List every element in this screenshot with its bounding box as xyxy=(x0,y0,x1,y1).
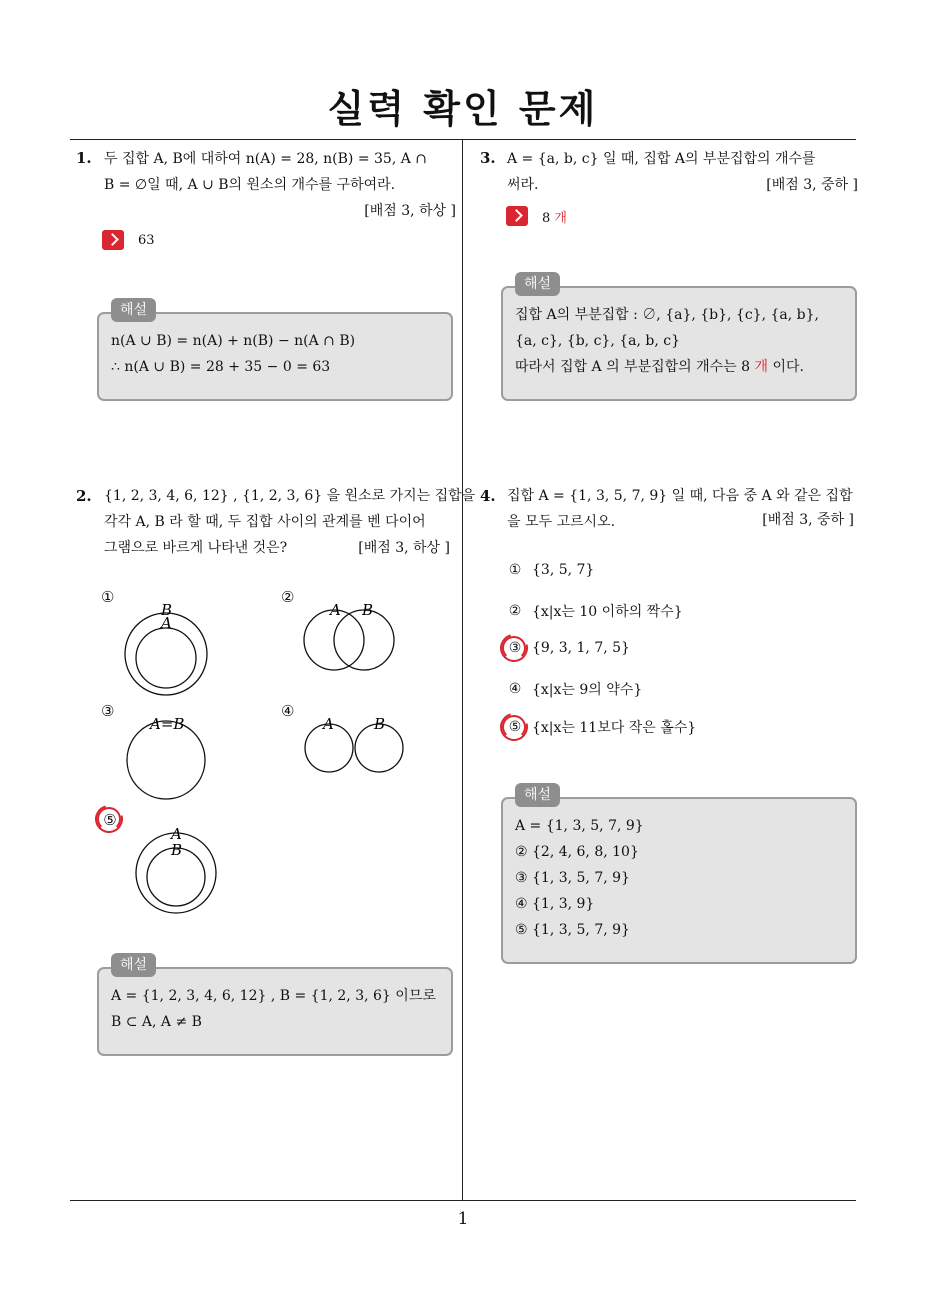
question-3-line-2: 써라. xyxy=(507,177,539,193)
question-2-line-2: 각각 A, B 라 할 때, 두 집합 사이의 관계를 벤 다이어 xyxy=(104,514,426,530)
option-2: ② {x|x는 10 이하의 짝수} xyxy=(508,603,683,620)
venn-4-label-b: B xyxy=(374,715,386,733)
venn-choice-5 xyxy=(136,825,216,913)
question-4-line-1: 집합 A = {1, 3, 5, 7, 9} 일 때, 다음 중 A 와 같은 집합 xyxy=(507,488,853,504)
question-3-solution-line-2: {a, c}, {b, c}, {a, b, c} xyxy=(515,333,680,349)
venn-choice-2 xyxy=(304,601,394,670)
solution-tab: 해설 xyxy=(111,298,156,322)
question-3-line-1: A = {a, b, c} 일 때, 집합 A의 부분집합의 개수를 xyxy=(507,151,816,167)
question-1-solution-line-1: n(A ∪ B) = n(A) + n(B) − n(A ∩ B) xyxy=(111,333,356,349)
question-3-solution-box xyxy=(501,276,857,401)
question-3-solution-line-3: 따라서 집합 A 의 부분집합의 개수는 8 개 이다. xyxy=(515,359,804,375)
question-3-answer xyxy=(506,206,567,226)
question-3-solution-line-1: 집합 A의 부분집합 : ∅, {a}, {b}, {c}, {a, b}, xyxy=(515,307,819,323)
question-1-solution-line-2: ∴ n(A ∪ B) = 28 + 35 − 0 = 63 xyxy=(111,359,331,375)
venn-2-label-b: B xyxy=(362,601,374,619)
question-2-number: 2. xyxy=(76,487,92,505)
question-3-number: 3. xyxy=(480,149,496,167)
question-4-meta: [배점 3, 중하 ] xyxy=(762,512,854,528)
question-2-solution-line-1: A = {1, 2, 3, 4, 6, 12} , B = {1, 2, 3, 6} 이므로 xyxy=(111,988,436,1004)
option-4: ④ {x|x는 9의 약수} xyxy=(508,681,643,698)
question-2-solution-box xyxy=(97,957,453,1056)
page-number: 1 xyxy=(457,1209,469,1229)
question-3-meta: [배점 3, 중하 ] xyxy=(766,177,858,193)
venn-4-label-a: A xyxy=(323,715,334,733)
question-2-line-1: {1, 2, 3, 4, 6, 12} , {1, 2, 3, 6} 을 원소로 가지는 집합을 xyxy=(104,488,476,504)
venn-1-inner-circle xyxy=(136,628,196,688)
solution-tab: 해설 xyxy=(515,272,560,296)
choice-4-mark: ④ xyxy=(281,702,295,720)
choice-3-mark: ③ xyxy=(101,702,115,720)
page-title: 실력 확인 문제 xyxy=(327,87,599,131)
question-3-answer-value: 8 xyxy=(542,210,551,226)
question-4-number: 4. xyxy=(480,487,496,505)
choice-2-mark: ② xyxy=(281,588,295,606)
question-2-line-3: 그램으로 바르게 나타낸 것은? xyxy=(104,540,288,556)
answer-arrow-icon xyxy=(506,206,528,226)
option-1: ① {3, 5, 7} xyxy=(508,562,595,578)
venn-5-label-a: A xyxy=(171,825,182,843)
question-1-line-1: 두 집합 A, B에 대하여 n(A) = 28, n(B) = 35, A ∩ xyxy=(104,151,428,167)
solution-tab: 해설 xyxy=(111,953,156,977)
correct-answer-swirl-icon xyxy=(502,715,526,739)
question-4-solution-line-2: ② {2, 4, 6, 8, 10} xyxy=(515,844,639,860)
question-4-solution-line-3: ③ {1, 3, 5, 7, 9} xyxy=(515,870,630,886)
question-4-solution-line-4: ④ {1, 3, 9} xyxy=(515,896,595,912)
question-1-line-2: B = ∅일 때, A ∪ B의 원소의 개수를 구하여라. xyxy=(104,177,396,193)
question-1-number: 1. xyxy=(76,149,92,167)
question-4-solution-box xyxy=(501,787,857,964)
question-1-answer-value: 63 xyxy=(138,232,155,248)
option-3: ③ {9, 3, 1, 7, 5} xyxy=(506,640,630,656)
venn-2-label-a: A xyxy=(330,601,341,619)
question-2-solution-line-2: B ⊂ A, A ≠ B xyxy=(111,1014,202,1030)
venn-1-label-b: B xyxy=(161,601,173,619)
question-4-line-2: 을 모두 고르시오. xyxy=(507,514,616,530)
option-5: ⑤ {x|x는 11보다 작은 홀수} xyxy=(506,717,696,737)
venn-choice-1 xyxy=(125,601,207,695)
venn-choice-4 xyxy=(305,715,403,772)
venn-1-label-a: A xyxy=(161,614,172,632)
venn-5-label-b: B xyxy=(171,841,183,859)
venn-3-label: A=B xyxy=(150,715,185,733)
choice-5-mark: ⑤ xyxy=(101,811,119,829)
question-1-meta: [배점 3, 하상 ] xyxy=(364,203,456,219)
question-4-solution-line-5: ⑤ {1, 3, 5, 7, 9} xyxy=(515,922,630,938)
question-2-meta: [배점 3, 하상 ] xyxy=(358,540,450,556)
question-4-solution-line-1: A = {1, 3, 5, 7, 9} xyxy=(515,818,644,834)
venn-choice-3 xyxy=(127,715,205,799)
choice-1-mark: ① xyxy=(101,588,115,606)
question-3-answer-unit: 개 xyxy=(554,210,567,226)
correct-answer-swirl-icon xyxy=(502,636,526,660)
solution-tab: 해설 xyxy=(515,783,560,807)
